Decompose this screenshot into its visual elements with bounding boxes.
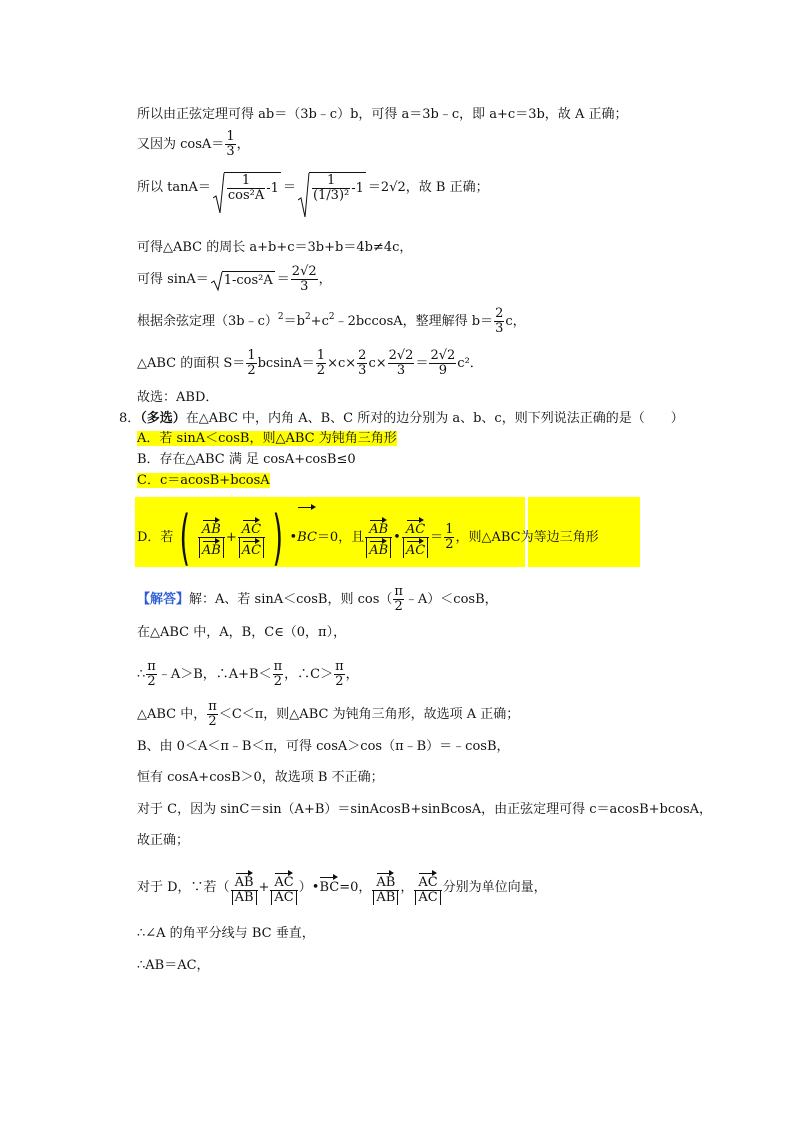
fraction-1-over-third-sq: [312, 174, 350, 203]
option-c: [137, 473, 270, 489]
numerator: 2√2: [291, 264, 317, 279]
fraction-2root2-over-3-b: [388, 349, 415, 378]
vector-bc: BC: [319, 874, 339, 896]
vector-ac: AC: [242, 517, 261, 537]
option-d-label: D．若: [137, 530, 174, 545]
line-text: 根据余弦定理（3b﹣c）: [137, 314, 278, 329]
unit-vector-ab-2: [365, 517, 392, 558]
numerator: π: [208, 699, 217, 714]
answer-line-1: [137, 585, 498, 614]
equals: ＝: [415, 356, 429, 371]
vector-ab: AB: [369, 517, 388, 537]
dot-operator: •: [393, 530, 401, 545]
denominator: 2: [208, 714, 217, 729]
line-text: ＝b: [283, 314, 305, 329]
minus-one: -1: [266, 181, 279, 196]
vector-ac-magnitude: AC: [415, 891, 440, 905]
denominator: 3: [226, 144, 235, 159]
vector-ac: AC: [274, 870, 293, 890]
line-text: △ABC 中，: [137, 707, 207, 722]
unit-vector-ac-ans: [270, 870, 297, 905]
radicand: 1-cos²A: [223, 272, 273, 288]
numerator: 2: [495, 306, 504, 321]
solution-line-3: [137, 172, 489, 203]
fraction-1-over-cos2A: [227, 174, 265, 203]
unit-vector-ab: [198, 517, 225, 558]
option-d-text-end: 为等边三角形: [520, 530, 599, 545]
line-text: △ABC 的面积 S＝: [137, 356, 246, 371]
fraction-half: [246, 349, 256, 378]
c-squared: c²．: [457, 356, 483, 371]
vector-ac: AC: [418, 870, 437, 890]
numerator: π: [335, 659, 344, 674]
vector-ab-magnitude: AB: [369, 538, 388, 558]
solution-line-8: 故选：ABD．: [137, 390, 219, 405]
radical-3: [211, 271, 275, 289]
line-text: 所以 tanA＝: [137, 180, 211, 195]
line-text: ﹣A）＜cosB，: [404, 592, 498, 607]
line-text: 又因为 cosA＝: [137, 137, 225, 152]
fraction-pi-over-2: [146, 660, 157, 689]
therefore: ∴: [137, 667, 146, 682]
line-text: =0，: [339, 880, 372, 895]
vector-bc: BC: [297, 504, 317, 566]
denominator: 2: [147, 674, 156, 689]
vector-ac-magnitude: AC: [242, 538, 261, 558]
unit-vector-ab-ans-2: [372, 870, 399, 905]
fraction-2root2-over-9: [429, 349, 456, 378]
vector-ac-magnitude: AC: [406, 538, 425, 558]
denominator: 3: [396, 363, 406, 378]
vector-ab: AB: [202, 517, 221, 537]
answer-line-10: ∴∠A 的角平分线与 BC 垂直，: [137, 926, 315, 941]
c-times: c×: [368, 356, 387, 371]
exponent: 2: [328, 312, 335, 322]
left-paren: (: [179, 502, 191, 573]
numerator: π: [394, 584, 403, 599]
answer-line-9: 对于 D，∵若（ $\frac{AB}{AB}$ + $\frac{AC}{AC}$ ）•BC=0， $\frac{AB}{AB}$ ， $\frac{AC}{AC}$ 分别为单位向量，: [137, 870, 547, 905]
option-d-text: ，且: [338, 530, 365, 545]
option-b: B．存在△ABC 满 足 cosA+cosB≤0: [137, 452, 356, 467]
denominator: 9: [438, 363, 448, 378]
answer-line-5: B、由 0＜A＜π﹣B＜π，可得 cosA＞cos（π﹣B）＝﹣cosB，: [137, 739, 510, 754]
line-text: ，故 B 正确；: [405, 180, 489, 195]
vector-ac: AC: [406, 517, 425, 537]
line-text: 解：A、若 sinA＜cosB，则 cos（: [189, 592, 393, 607]
unit-vector-ac-ans-2: [414, 870, 441, 905]
variable-c: c: [505, 314, 513, 329]
vector-ab: AB: [376, 870, 395, 890]
right-paren: ): [272, 502, 284, 573]
fraction-half-2: [316, 349, 326, 378]
unit-vector-ac: [238, 517, 265, 558]
numerator: 1: [226, 129, 235, 144]
vector-ac-magnitude: AC: [271, 891, 296, 905]
denominator: (1/3)²: [312, 188, 350, 203]
denominator: 3: [358, 363, 367, 378]
option-a-text: A．若 sinA＜cosB，则△ABC 为钝角三角形: [137, 431, 397, 446]
numerator: π: [147, 659, 156, 674]
exponent: 2: [277, 312, 284, 322]
area-terms: bcsinA＝: [257, 356, 315, 371]
denominator: 2: [316, 363, 326, 378]
denominator: 3: [300, 279, 309, 294]
solution-line-1: 所以由正弦定理可得 ab＝（3b﹣c）b，可得 a＝3b﹣c，即 a+c＝3b，故 A 正确；: [137, 107, 628, 122]
exponent: 2: [304, 312, 311, 322]
line-text: ＜C＜π，则△ABC 为钝角三角形，故选项 A 正确；: [218, 707, 520, 722]
radical-1: [213, 172, 281, 203]
denominator: 2: [273, 674, 283, 689]
denominator: 3: [495, 321, 504, 336]
question-text: 在△ABC 中，内角 A、B、C 所对的边分别为 a、b、c，则下列说法正确的是（ ）: [185, 411, 684, 426]
answer-line-7: 对于 C，因为 sinC＝sin（A+B）＝sinAcosB+sinBcosA，由正弦定理可得 c＝acosB+bcosA，: [137, 802, 713, 817]
minus-one: -1: [351, 181, 364, 196]
answer-tag: 【解答】: [137, 592, 190, 607]
answer-line-4: [137, 700, 519, 729]
answer-line-8: 故正确；: [137, 833, 190, 848]
vector-ab-magnitude: AB: [373, 891, 398, 905]
fraction-pi-over-2: [273, 660, 284, 689]
denominator: 2: [445, 537, 454, 552]
equals: ＝: [367, 180, 381, 195]
option-d: D．若 ( $\frac{AB}{AB}$ + $\frac{AC}{AC}$ ) •BC＝0，且 $\frac{AB}{AB}$ • $\frac{AC}{AC}$ ＝ $\frac{1}{2}$ ，则△ABC为等边三角形: [137, 502, 599, 573]
vector-ab-magnitude: AB: [232, 891, 257, 905]
times-c: ×c×: [327, 356, 357, 371]
solution-line-5: 可得 sinA＝ 1-cos²A ＝ $\frac{2√2}{3}$ ，: [137, 264, 332, 294]
denominator: 2: [394, 599, 403, 614]
option-d-text: ，则△ABC: [455, 530, 521, 545]
answer-line-6: 恒有 cosA+cosB＞0，故选项 B 不正确；: [137, 770, 384, 785]
numerator: 1: [227, 174, 265, 189]
unit-vector-ab-ans: [231, 870, 258, 905]
denominator: 2: [335, 674, 344, 689]
fraction-two-thirds-2: [357, 349, 367, 378]
equals-zero: ＝0: [316, 530, 339, 545]
vector-ab: AB: [235, 870, 254, 890]
equals: ＝: [430, 530, 444, 545]
line-text: ，: [400, 880, 414, 895]
line-text: ）•: [298, 880, 320, 895]
question-number: 8．: [119, 411, 141, 426]
fraction-two-thirds: [494, 307, 504, 336]
fraction-pi-over-2: [393, 585, 404, 614]
radical-2: [298, 172, 366, 203]
numerator: 2√2: [430, 348, 456, 363]
option-c-text: C．c＝acosB+bcosA: [137, 473, 270, 488]
line-text: ﹣A＞B，∴A+B＜: [157, 667, 272, 682]
line-text: ，∴C＞: [284, 667, 334, 682]
numerator: 2√2: [388, 348, 414, 363]
dot-operator: •: [289, 530, 298, 545]
question-8-stem: [119, 411, 684, 427]
vector-ab-magnitude: AB: [202, 538, 221, 558]
line-text: ，: [345, 667, 359, 682]
solution-line-6: 根据余弦定理$(3b﹣c)^2=b^2+c^2﹣2bccosA$，整理解得 b＝ $\frac{2}{3}$ c，: [137, 306, 526, 336]
numerator: 1: [312, 174, 350, 189]
fraction-one-third: [225, 130, 235, 159]
numerator: 1: [316, 348, 326, 363]
solution-line-4: 可得△ABC 的周长 a+b+c＝3b+b＝4b≠4c，: [137, 240, 413, 255]
solution-line-2: 又因为 cosA＝ $\frac{1}{3}$ ，: [137, 129, 250, 159]
denominator: 2: [247, 363, 256, 378]
numerator: 1: [247, 348, 256, 363]
fraction-2root2-over-3: [291, 265, 318, 294]
option-a: [137, 431, 397, 447]
multi-select-tag: （多选）: [140, 411, 186, 426]
equals: ＝: [282, 180, 296, 195]
fraction-pi-over-2: [207, 700, 218, 729]
answer-line-3: [137, 660, 359, 689]
unit-vector-ac-2: [402, 517, 429, 558]
answer-line-2: 在△ABC 中，A，B，C∈（0，π），: [137, 625, 347, 640]
line-text: 分别为单位向量，: [442, 880, 547, 895]
equals: ＝: [276, 272, 290, 287]
numerator: π: [273, 659, 283, 674]
numerator: 2: [358, 348, 367, 363]
solution-line-7: [137, 349, 483, 378]
fraction-pi-over-2: [334, 660, 345, 689]
line-text: ﹣2bccosA，整理解得 b＝: [334, 314, 494, 329]
numerator: 1: [445, 522, 454, 537]
denominator: cos²A: [227, 188, 265, 203]
line-text: 可得 sinA＝: [137, 272, 209, 287]
line-text: +c: [310, 314, 329, 329]
line-text: 对于 D，∵若（: [137, 880, 230, 895]
fraction-half-d: [444, 523, 454, 552]
result-2-root-2: 2√2: [380, 180, 406, 195]
answer-line-11: ∴AB＝AC，: [137, 958, 210, 973]
